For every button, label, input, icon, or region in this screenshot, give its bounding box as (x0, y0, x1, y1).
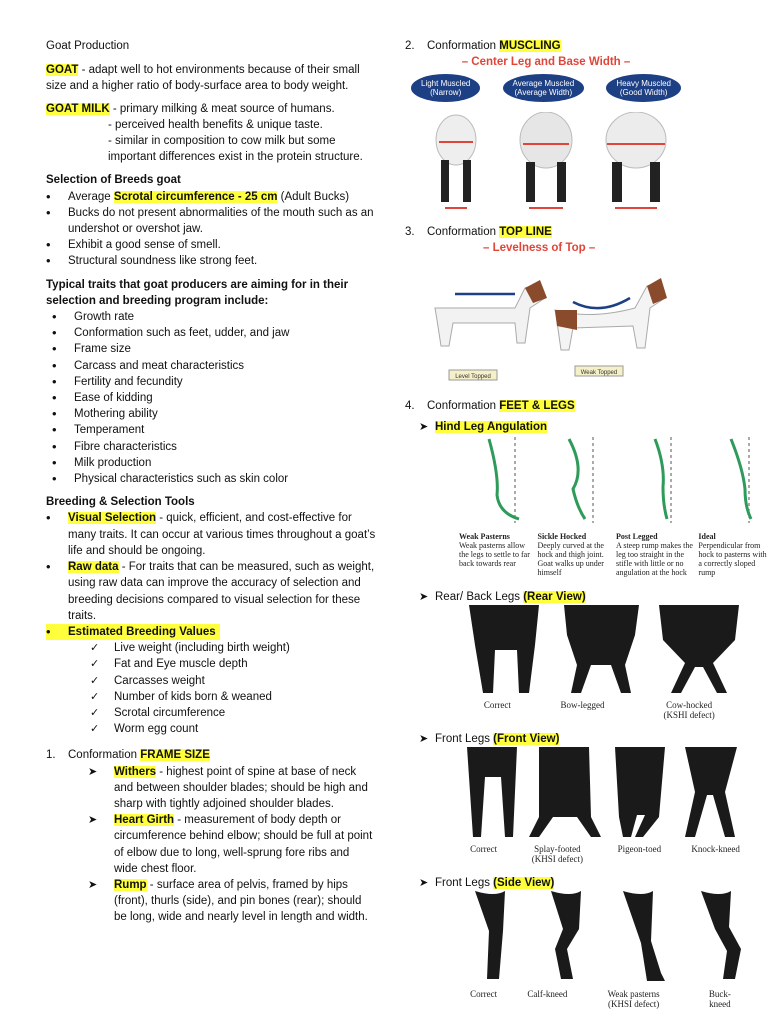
traits-list (46, 309, 376, 487)
list-item: ✓ Number of kids born & weaned (46, 689, 376, 705)
list-item: ✓ Carcasses weight (46, 673, 376, 689)
right-column (405, 38, 765, 1021)
list-item: • Bucks do not present abnormalities of the mouth such as an undershot or overshot jaw. (46, 205, 376, 237)
front-legs-front-heading: ➤ Front Legs (Front View) (419, 733, 560, 746)
front-legs-front-figure (455, 747, 755, 871)
list-item: ➤ Withers - highest point of spine at base of neck and between shoulder blades; should be high and sharp with tightly adjoined shoulder blades. (46, 764, 376, 813)
list-item: ➤ Heart Girth - measurement of body depth or circumference behind elbow; should be full at point of elbow due to long, well-sprung fore ribs and wide chest floor. (46, 812, 376, 877)
hind-leg-captions: Weak Pasterns Weak pasterns allow the legs to settle to far back towards rear Sickle Hocked Deeply curved at the hock and thigh joint. Goat walks up under himself Post Legged A steep rump makes the leg too straight in the stifle with little or no angulation at the hock Ideal Perpendicular from hock to pasterns with a correctly sloped rump (459, 532, 767, 578)
narrow-goat-rear (436, 115, 476, 208)
front-legs-side-figure (455, 891, 755, 1021)
rear-legs-heading: ➤ Rear/ Back Legs (Rear View) (419, 590, 586, 603)
list-item: • Physical characteristics such as skin color (46, 471, 376, 487)
list-item: • Temperament (46, 422, 376, 438)
list-item: • Growth rate (46, 309, 376, 325)
list-item: • Mothering ability (46, 406, 376, 422)
muscling-figure (411, 54, 681, 214)
list-item: • Raw data - For traits that can be measured, such as weight, using raw data can improve the accuracy of selection and breeding decisions compared to visual selection for these traits. (46, 559, 376, 624)
list-item: • Milk production (46, 455, 376, 471)
breeds-heading: Selection of Breeds goat (46, 174, 181, 187)
goat-milk-line3: - similar in composition to cow milk but some important differences exist in the protein structure. (108, 135, 363, 164)
list-item: ➤ Rump - surface area of pelvis, framed by hips (front), thurls (side), and pin bones (rear); should be long, wide and nearly level in length and width. (46, 877, 376, 926)
tools-heading: Breeding & Selection Tools (46, 496, 195, 509)
rump-term: Rump (114, 878, 147, 891)
page-title: Goat Production (46, 40, 130, 52)
raw-data-term: Raw data (68, 561, 119, 574)
front-legs-side-captions: Correct Calf-kneed Weak pasterns (KHSI defect) Buck-kneed (470, 988, 731, 1009)
traits-heading: Typical traits that goat producers are aiming for in their selection and breeding program include: (46, 278, 349, 307)
heart-girth-term: Heart Girth (114, 814, 175, 827)
oval-average: Average Muscled (Average Width) (503, 74, 585, 102)
weak-topped-tag: Weak Topped (580, 370, 618, 377)
average-goat-rear (520, 112, 572, 208)
list-item: • Structural soundness like strong feet. (46, 253, 376, 269)
rear-legs-figure (459, 605, 749, 727)
topline-heading: 3. Conformation TOP LINE (405, 226, 552, 239)
goat-milk-term: GOAT MILK (46, 102, 110, 115)
list-item: • Average Scrotal circumference - 25 cm (Adult Bucks) (46, 189, 376, 205)
breed-selection (46, 172, 376, 269)
heavy-goat-rear (606, 112, 666, 208)
list-item: • Exhibit a good sense of smell. (46, 237, 376, 253)
list-item: ✓ Fat and Eye muscle depth (46, 656, 376, 672)
front-legs-front-captions: Correct Splay-footed (KHSI defect) Pigeon-toed Knock-kneed (470, 844, 740, 865)
list-item: • Fertility and fecundity (46, 374, 376, 390)
breeding-tools (46, 494, 376, 737)
front-legs-side-heading: ➤ Front Legs (Side View) (419, 877, 555, 890)
list-item: • Fibre characteristics (46, 439, 376, 455)
list-item: • Visual Selection - quick, efficient, and cost-effective for many traits. It can occur at various times throughout a goat’s life and should be ongoing. (46, 510, 376, 559)
list-item: ✓ Scrotal circumference (46, 705, 376, 721)
goat-term: GOAT (46, 64, 79, 77)
list-item: • Frame size (46, 341, 376, 357)
left-column (46, 38, 376, 926)
frame-size-highlight: FRAME SIZE (140, 749, 210, 762)
goat-side-illustrations (425, 258, 687, 388)
feet-legs-heading: 4. Conformation FEET & LEGS (405, 400, 575, 413)
muscling-figure-title: – Center Leg and Base Width – (461, 56, 631, 69)
visual-selection-term: Visual Selection (68, 512, 156, 525)
list-item (46, 624, 220, 640)
topline-figure-title: – Levelness of Top – (483, 242, 596, 255)
withers-term: Withers (114, 765, 157, 778)
oval-light: Light Muscled (Narrow) (411, 74, 480, 102)
scrotal-highlight: Scrotal circumference - 25 cm (113, 190, 278, 203)
typical-traits (46, 277, 376, 488)
front-legs-side-illustrations (455, 891, 755, 983)
topline-figure (425, 240, 687, 390)
oval-heavy: Heavy Muscled (Good Width) (606, 74, 681, 102)
hind-leg-figure (459, 435, 768, 585)
level-topped-tag: Level Topped (455, 374, 491, 381)
front-legs-front-illustrations (455, 747, 755, 839)
goat-definition (46, 62, 376, 94)
goat-milk-line2: - perceived health benefits & unique taste. (108, 118, 323, 131)
list-item: • Conformation such as feet, udder, and jaw (46, 325, 376, 341)
list-item: • Carcass and meat characteristics (46, 358, 376, 374)
list-item: • Ease of kidding (46, 390, 376, 406)
list-item: ✓ Worm egg count (46, 721, 376, 737)
goat-milk-block (46, 101, 376, 166)
list-item: ✓ Live weight (including birth weight) (46, 640, 376, 656)
ebv-term: Estimated Breeding Values (68, 625, 216, 638)
ebv-list (46, 640, 376, 737)
rear-legs-captions: Correct Bow-legged Cow-hocked (KSHI defect) (483, 700, 715, 721)
hind-leg-heading: ➤ Hind Leg Angulation (419, 420, 548, 433)
weak-topped-goat (555, 278, 667, 376)
goat-rear-illustrations (411, 112, 681, 212)
muscling-heading: 2. Conformation MUSCLING (405, 40, 561, 52)
goat-text: - adapt well to hot environments because of their small size and a higher ratio of body-surface area to body weight. (46, 64, 360, 93)
rear-legs-illustrations (459, 605, 749, 695)
frame-size-section: 1. Conformation FRAME SIZE ➤ Withers - highest point of spine at base of neck and between shoulder blades; should be high and sharp with tightly adjoined shoulder blades. ➤ Heart Girth - measurement of body depth or circumference behind elbow; should be full at point of elbow due to long, well-sprung fore ribs and wide chest floor. ➤ Rump - surface area of pelvis, framed by hips (front), thurls (side), and pin bones (rear); should be long, wide and nearly level in length and width. (46, 747, 376, 925)
hind-leg-illustrations (459, 435, 768, 527)
goat-milk-line1: - primary milking & meat source of humans. (109, 102, 335, 115)
level-topped-goat (435, 280, 547, 380)
